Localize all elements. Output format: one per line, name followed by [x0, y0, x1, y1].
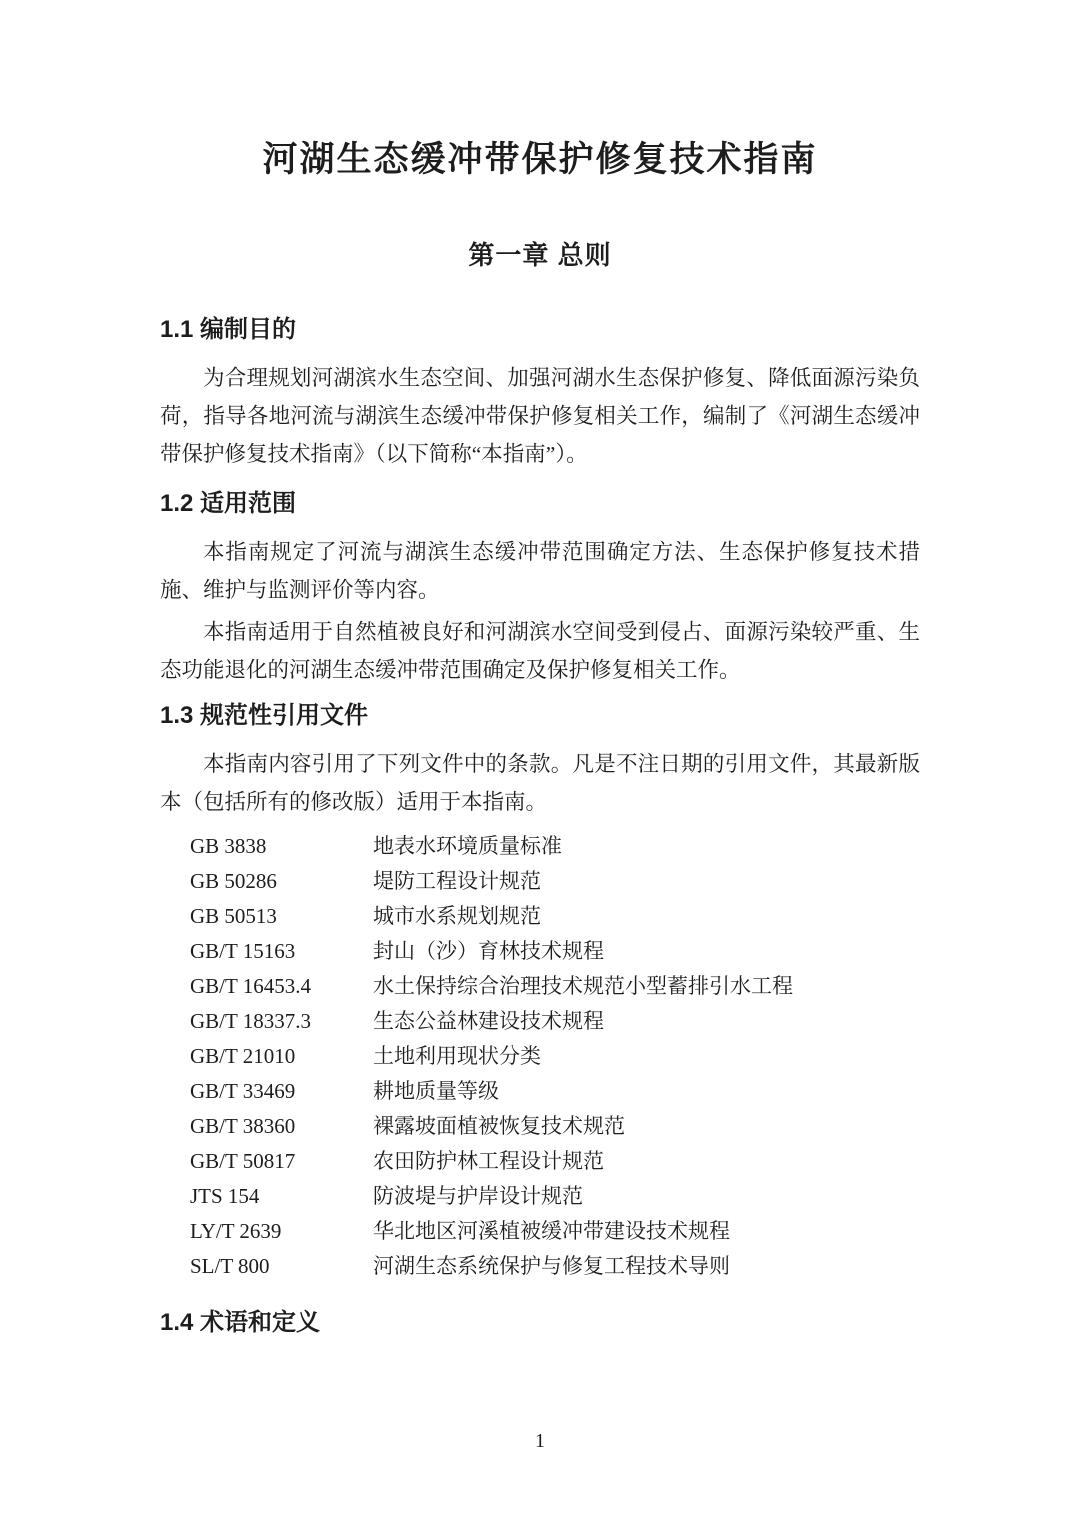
section-normative-references	[160, 701, 920, 1284]
reference-code: GB/T 38360	[190, 1114, 296, 1139]
reference-row	[160, 969, 920, 1004]
reference-code: GB/T 33469	[190, 1079, 296, 1104]
reference-row	[160, 864, 920, 899]
reference-row	[160, 934, 920, 969]
reference-code: GB 3838	[190, 834, 267, 859]
paragraph: 为合理规划河湖滨水生态空间、加强河湖水生态保护修复、降低面源污染负荷，指导各地河流与湖滨生态缓冲带保护修复相关工作，编制了《河湖生态缓冲带保护修复技术指南》（以下简称“本指南”）。	[160, 366, 920, 467]
section-heading-1-1: 1.1 编制目的	[160, 316, 297, 344]
reference-code: JTS 154	[190, 1184, 260, 1209]
reference-code: GB 50286	[190, 869, 277, 894]
reference-title: 封山（沙）育林技术规程	[373, 939, 604, 964]
section-terms-definitions	[160, 1308, 920, 1338]
reference-title: 耕地质量等级	[373, 1079, 499, 1104]
paragraph: 本指南适用于自然植被良好和河湖滨水空间受到侵占、面源污染较严重、生态功能退化的河湖生态缓冲带范围确定及保护修复相关工作。	[160, 620, 920, 683]
reference-row	[160, 1249, 920, 1284]
reference-title: 水土保持综合治理技术规范小型蓄排引水工程	[373, 974, 793, 999]
section-heading-1-3: 1.3 规范性引用文件	[160, 702, 369, 730]
reference-row	[160, 1074, 920, 1109]
reference-row	[160, 1214, 920, 1249]
reference-title: 裸露坡面植被恢复技术规范	[373, 1114, 625, 1139]
section-scope	[160, 489, 920, 689]
reference-code: LY/T 2639	[190, 1219, 282, 1244]
reference-code: GB/T 50817	[190, 1149, 296, 1174]
section-heading-1-2: 1.2 适用范围	[160, 490, 297, 518]
section-purpose	[160, 315, 920, 473]
reference-row	[160, 829, 920, 864]
reference-row	[160, 1004, 920, 1039]
reference-title: 华北地区河溪植被缓冲带建设技术规程	[373, 1219, 730, 1244]
reference-title: 生态公益林建设技术规程	[373, 1009, 604, 1034]
reference-row	[160, 899, 920, 934]
reference-code: GB/T 21010	[190, 1044, 296, 1069]
page-number: 1	[535, 1430, 545, 1452]
document-title: 河湖生态缓冲带保护修复技术指南	[262, 140, 818, 179]
reference-title: 堤防工程设计规范	[373, 869, 541, 894]
section-heading-1-4: 1.4 术语和定义	[160, 1309, 321, 1337]
reference-title: 城市水系规划规范	[373, 904, 541, 929]
reference-row	[160, 1144, 920, 1179]
reference-row	[160, 1109, 920, 1144]
reference-row	[160, 1039, 920, 1074]
reference-code: SL/T 800	[190, 1254, 270, 1279]
reference-title: 防波堤与护岸设计规范	[373, 1184, 583, 1209]
reference-title: 土地利用现状分类	[373, 1044, 541, 1069]
reference-title: 河湖生态系统保护与修复工程技术导则	[373, 1254, 730, 1279]
reference-code: GB/T 18337.3	[190, 1009, 311, 1034]
reference-code: GB/T 15163	[190, 939, 296, 964]
paragraph: 本指南内容引用了下列文件中的条款。凡是不注日期的引用文件，其最新版本（包括所有的修改版）适用于本指南。	[160, 752, 920, 815]
chapter-heading: 第一章 总则	[468, 239, 612, 270]
reference-title: 地表水环境质量标准	[373, 834, 562, 859]
reference-code: GB/T 16453.4	[190, 974, 311, 999]
reference-row	[160, 1179, 920, 1214]
paragraph: 本指南规定了河流与湖滨生态缓冲带范围确定方法、生态保护修复技术措施、维护与监测评价等内容。	[160, 540, 920, 603]
references-table	[160, 829, 920, 1284]
reference-code: GB 50513	[190, 904, 277, 929]
reference-title: 农田防护林工程设计规范	[373, 1149, 604, 1174]
